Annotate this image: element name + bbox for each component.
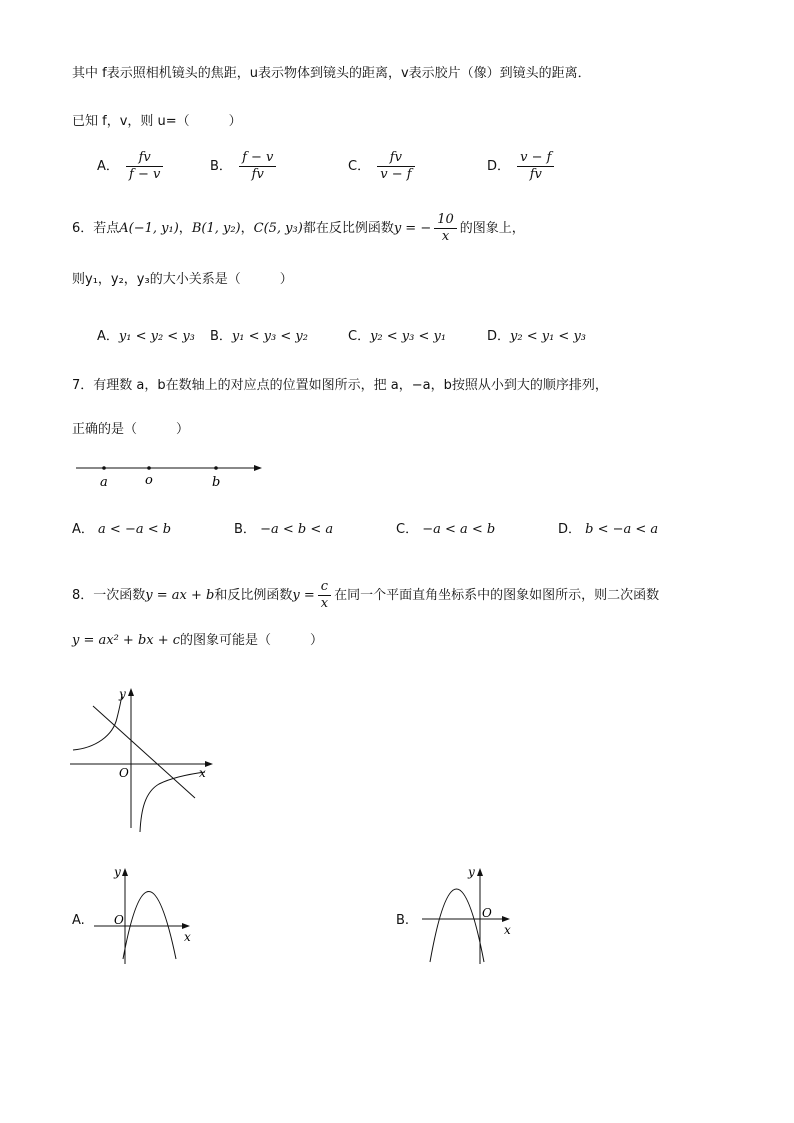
q6-option-a[interactable]: [97, 327, 195, 347]
main-graph: [65, 680, 225, 835]
option-text: a < −a < b: [98, 522, 172, 537]
q7-option-d[interactable]: [558, 520, 658, 540]
q6-option-d[interactable]: [487, 327, 586, 347]
y-axis-arrow-icon: [122, 868, 128, 876]
q5-question: 已知 f，v，则 u=（ ）: [72, 114, 242, 129]
x-axis-arrow-icon: [205, 761, 213, 767]
point-a-dot: [102, 466, 106, 470]
q5-option-c[interactable]: [348, 150, 418, 183]
parabola: [430, 889, 484, 962]
q7-option-a[interactable]: [72, 520, 171, 540]
fraction-denominator: fv: [251, 167, 264, 182]
y-label: y: [119, 687, 126, 701]
option-text: b < −a < a: [585, 522, 659, 537]
option-text: y₂ < y₁ < y₃: [510, 329, 586, 344]
label-o: o: [145, 473, 153, 488]
fraction-denominator: fv: [529, 167, 542, 182]
fraction: [239, 150, 276, 183]
quadratic-function: y = ax² + bx + c: [72, 633, 181, 648]
q7-option-c[interactable]: [396, 520, 495, 540]
q7-option-b[interactable]: [234, 520, 333, 540]
option-letter: C．: [348, 159, 371, 174]
q8-number: 8．一次函数: [72, 588, 146, 603]
q8-option-a-label[interactable]: A.: [72, 913, 85, 928]
fraction-denominator: x: [320, 596, 329, 611]
q6-stem: 6．若点A(−1, y₁)，B(1, y₂)，C(5, y₃)都在反比例函数y = − $\frac{10}{x}$ 的图象上，: [72, 212, 525, 244]
q5-option-d[interactable]: [487, 150, 557, 183]
fraction-numerator: v − f: [517, 150, 554, 167]
x-axis-arrow-icon: [182, 923, 190, 929]
y-label: y: [468, 865, 475, 879]
function-lhs: y =: [292, 588, 315, 603]
option-text: y₁ < y₂ < y₃: [118, 329, 195, 344]
q8-option-b-graph[interactable]: [418, 862, 523, 966]
q8-option-b-label[interactable]: B.: [396, 913, 410, 928]
fraction-denominator: x: [441, 229, 450, 244]
q6-number: 6．若点: [72, 221, 120, 236]
option-letter: A．: [97, 329, 119, 344]
q8-ask: 的图象可能是（ ）: [180, 633, 324, 648]
fraction-denominator: v − f: [380, 167, 412, 182]
fraction-numerator: fv: [126, 150, 163, 167]
fraction-numerator: c: [318, 579, 331, 596]
fraction: [318, 579, 331, 612]
label-a: a: [100, 475, 108, 490]
origin-label: O: [114, 913, 124, 927]
option-letter: B．: [210, 159, 232, 174]
q6-option-c[interactable]: [348, 327, 446, 347]
arrow-right-icon: [254, 465, 262, 471]
hyperbola-branch-left: [73, 694, 122, 750]
option-letter: C．: [396, 522, 419, 537]
y-label: y: [114, 865, 121, 879]
fraction: [377, 150, 414, 183]
q5-option-a[interactable]: [97, 150, 166, 183]
option-text: y₂ < y₃ < y₁: [370, 329, 447, 344]
option-letter: D．: [487, 329, 511, 344]
option-letter: B．: [210, 329, 232, 344]
option-letter: D．: [558, 522, 582, 537]
fraction: [126, 150, 163, 183]
fraction-denominator: f − v: [129, 167, 161, 182]
x-label: x: [504, 923, 511, 937]
parabola: [123, 892, 176, 960]
linear-graph: [93, 706, 195, 798]
q7-question: 正确的是（ ）: [72, 422, 190, 437]
point-a: A(−1, y₁): [119, 221, 179, 236]
point-b-dot: [214, 466, 218, 470]
x-label: x: [184, 930, 191, 944]
option-letter: D．: [487, 159, 511, 174]
q8-stem: [72, 579, 659, 612]
point-c: C(5, y₃): [253, 221, 303, 236]
origin-label: O: [119, 766, 129, 780]
option-letter: B．: [234, 522, 256, 537]
x-label: x: [199, 766, 206, 780]
q8-mid2: 在同一个平面直角坐标系中的图象如图所示，则二次函数: [334, 588, 660, 603]
linear-function: y = ax + b: [145, 588, 215, 603]
x-axis-arrow-icon: [502, 916, 510, 922]
option-text: −a < a < b: [422, 522, 496, 537]
option-letter: C．: [348, 329, 371, 344]
fraction-numerator: f − v: [239, 150, 276, 167]
point-b: B(1, y₂): [191, 221, 241, 236]
option-text: y₁ < y₃ < y₂: [231, 329, 308, 344]
option-letter: A．: [97, 159, 119, 174]
number-line-figure: [70, 455, 270, 495]
q8-mid1: 和反比例函数: [214, 588, 293, 603]
y-axis-arrow-icon: [477, 868, 483, 876]
option-text: −a < b < a: [260, 522, 334, 537]
origin-label: O: [482, 906, 492, 920]
point-o-dot: [147, 466, 151, 470]
hyperbola-branch-right: [140, 772, 205, 832]
q5-intro: 其中 f表示照相机镜头的焦距，u表示物体到镜头的距离，v表示胶片（像）到镜头的距离．: [72, 66, 591, 81]
function-lhs: y = −: [393, 221, 432, 236]
y-axis-arrow-icon: [128, 688, 134, 696]
fraction-numerator: fv: [377, 150, 414, 167]
q6-option-b[interactable]: [210, 327, 308, 347]
label-b: b: [212, 475, 221, 490]
fraction-numerator: 10: [434, 212, 457, 229]
q8-option-a-graph[interactable]: [90, 862, 200, 966]
option-letter: A．: [72, 522, 94, 537]
fraction: [434, 212, 457, 245]
q8-question-line: [72, 631, 323, 651]
fraction: [517, 150, 554, 183]
q6-question: 则y₁，y₂，y₃的大小关系是（ ）: [72, 272, 293, 287]
q6-mid: 都在反比例函数: [302, 221, 394, 236]
q7-stem: 7．有理数 a，b在数轴上的对应点的位置如图所示，把 a，−a，b按照从小到大的顺序排列，: [72, 378, 608, 393]
q6-suffix: 的图象上，: [459, 221, 525, 236]
q5-option-b[interactable]: [210, 150, 279, 183]
